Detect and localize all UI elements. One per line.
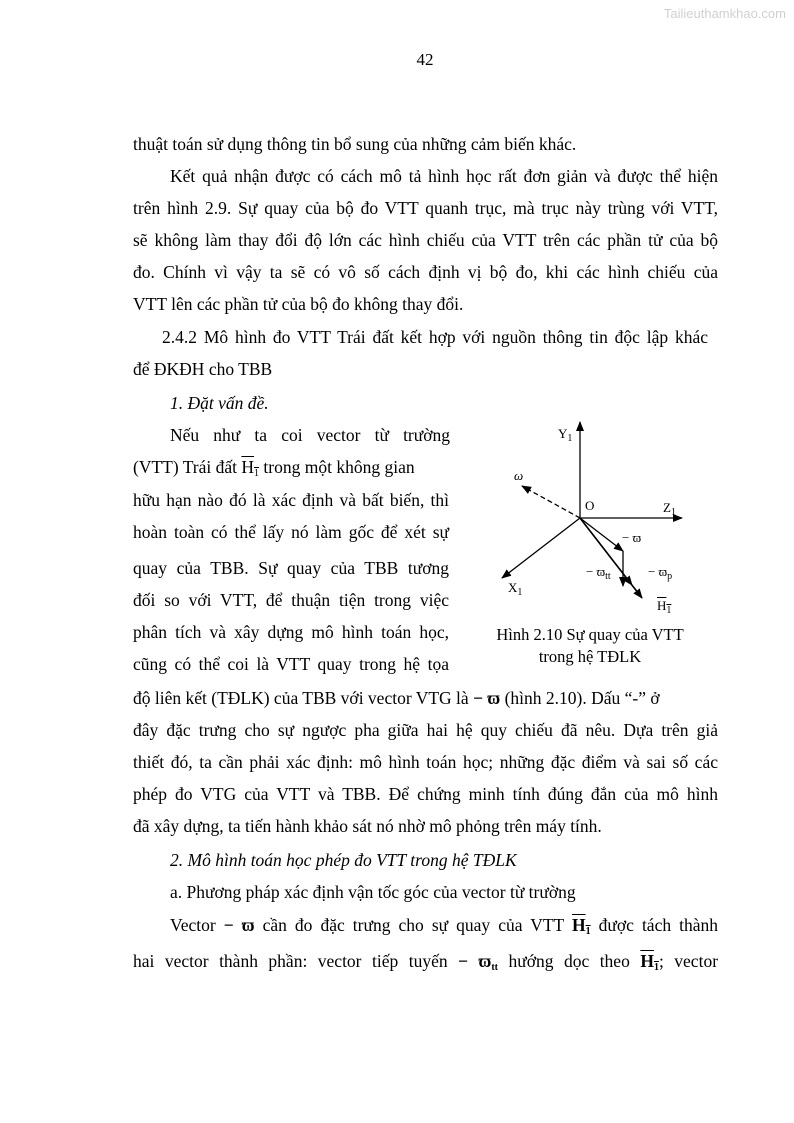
paragraph-line: đã xây dựng, ta tiến hành khảo sát nó nhờ mô phỏng trên máy tính. xyxy=(133,816,602,836)
subheading: 1. Đặt vấn đề. xyxy=(170,393,269,413)
paragraph-line: đối so với VTT, để thuận tiện trong việc xyxy=(133,590,449,610)
vector-h1-symbol: $H_1$ xyxy=(571,915,591,937)
x-axis xyxy=(502,518,580,578)
paragraph-line: hoàn toàn có thể lấy nó làm gốc để xét sự xyxy=(133,522,449,542)
paragraph-line: đây đặc trưng cho sự ngược pha giữa hai hệ quy chiếu đã nêu. Dựa trên giả xyxy=(133,720,718,740)
y-axis-label: $Y_1$ xyxy=(558,426,573,444)
omega-label: ω xyxy=(514,468,524,483)
paragraph-line: độ liên kết (TĐLK) của TBB với vector VTG là − ϖ (hình 2.10). Dấu “-” ở xyxy=(133,688,660,708)
paragraph-line: đo. Chính vì vậy ta sẽ có vô số cách định vị bộ đo, khi các hình chiếu của xyxy=(133,262,718,282)
paragraph-line: sẽ không làm thay đổi độ lớn các hình chiếu của VTT trên các phần tử của bộ xyxy=(133,230,718,250)
figure-2-10 xyxy=(460,418,720,678)
paragraph-line: Nếu như ta coi vector từ trường xyxy=(170,425,450,445)
subheading: 2. Mô hình toán học phép đo VTT trong hệ TĐLK xyxy=(170,850,517,870)
minus-omega-p-label: − $ϖ_p$ xyxy=(648,564,673,582)
vector-h1-symbol: $H_1$ xyxy=(640,951,659,973)
paragraph-line: quay của TBB. Sự quay của TBB tương xyxy=(133,558,449,578)
paragraph-line: thuật toán sử dụng thông tin bổ sung của những cảm biến khác. xyxy=(133,134,577,154)
minus-omega-symbol: − ϖ xyxy=(223,915,255,935)
origin-label: O xyxy=(585,498,595,513)
h1-label: $H_1$ xyxy=(657,598,672,616)
x-axis-label: $X_1$ xyxy=(508,580,523,598)
paragraph-line: hữu hạn nào đó là xác định và bất biến, thì xyxy=(133,490,449,510)
section-heading: để ĐKĐH cho TBB xyxy=(133,359,273,379)
paragraph-line: cũng có thể coi là VTT quay trong hệ tọa xyxy=(133,654,449,674)
page-number: 42 xyxy=(416,50,434,69)
vector-diagram xyxy=(460,418,720,618)
z-axis-label: $Z_1$ xyxy=(663,500,676,518)
omega-vector xyxy=(522,486,580,518)
paragraph-line: (VTT) Trái đất $H_1$ trong một không gian xyxy=(133,457,415,479)
watermark: Tailieuthamkhao.com xyxy=(663,6,786,21)
figure-caption: Hình 2.10 Sự quay của VTT xyxy=(496,625,684,644)
minus-omega-tt-symbol: − $ϖ_{tt}$ xyxy=(458,951,498,973)
paragraph-line: Vector − ϖ cần đo đặc trưng cho sự quay của VTT $H_1$ được tách thành xyxy=(170,915,719,937)
minus-omega-tt-label: − $ϖ_{tt}$ xyxy=(586,564,611,582)
paragraph-line: thiết đó, ta cần phải xác định: mô hình toán học; những đặc điểm và sai số các xyxy=(133,752,718,772)
paragraph-line: trên hình 2.9. Sự quay của bộ đo VTT quanh trục, mà trục này trùng với VTT, xyxy=(133,198,718,218)
minus-omega-label: − ϖ xyxy=(622,530,642,545)
figure-caption: trong hệ TĐLK xyxy=(538,647,642,666)
paragraph-line: hai vector thành phần: vector tiếp tuyến − $ϖ_{tt}$ hướng dọc theo $H_1$; vector xyxy=(133,951,719,973)
section-heading: 2.4.2 Mô hình đo VTT Trái đất kết hợp với nguồn thông tin độc lập khác xyxy=(162,327,708,347)
paragraph-line: phép đo VTG của VTT và TBB. Để chứng minh tính đúng đắn của mô hình xyxy=(133,784,718,804)
minus-omega-symbol: − ϖ xyxy=(473,688,501,708)
paragraph-line: phân tích và xây dựng mô hình toán học, xyxy=(133,622,449,642)
paragraph-line: Kết quả nhận được có cách mô tả hình học rất đơn giản và được thể hiện xyxy=(170,166,718,186)
vector-h1-symbol: $H_1$ xyxy=(241,457,260,479)
subheading: a. Phương pháp xác định vận tốc góc của vector từ trường xyxy=(170,882,576,902)
paragraph-line: VTT lên các phần tử của bộ đo không thay đổi. xyxy=(133,294,464,314)
